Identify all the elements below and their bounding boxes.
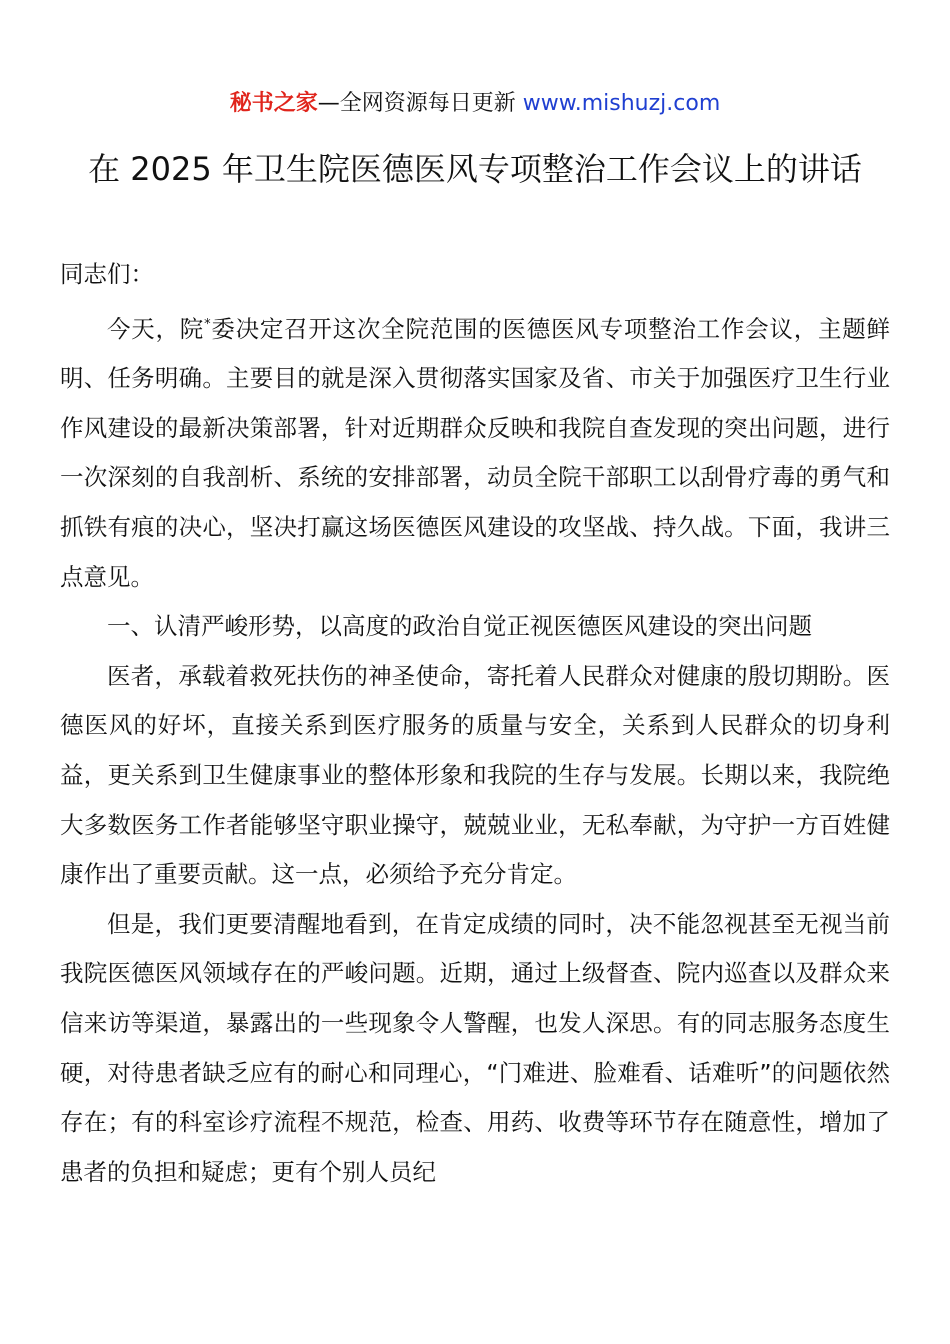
paragraph-3: 但是，我们更要清醒地看到，在肯定成绩的同时，决不能忽视甚至无视当前我院医德医风领域存在的严峻问题。近期，通过上级督查、院内巡查以及群众来信来访等渠道，暴露出的一些现象令人警醒，也发人深思。有的同志服务态度生硬，对待患者缺乏应有的耐心和同理心，“门难进、脸难看、话难听”的问题依然存在；有的科室诊疗流程不规范，检查、用药、收费等环节存在随意性，增加了患者的负担和疑虑；更有个别人员纪 [60, 909, 890, 1186]
paragraph-2: 医者，承载着救死扶伤的神圣使命，寄托着人民群众对健康的殷切期盼。医德医风的好坏，直接关系到医疗服务的质量与安全，关系到人民群众的切身利益，更关系到卫生健康事业的整体形象和我院的生存与发展。长期以来，我院绝大多数医务工作者能够坚守职业操守，兢兢业业，无私奉献，为守护一方百姓健康作出了重要贡献。这一点，必须给予充分肯定。 [60, 661, 890, 889]
site-url-link[interactable]: www.mishuzj.com [522, 91, 721, 116]
site-header [0, 88, 950, 120]
paragraph-opening [60, 300, 890, 603]
section-heading-1: 一、认清严峻形势，以高度的政治自觉正视医德医风建设的突出问题 [107, 612, 812, 641]
paragraph-opening-start: 今天，院 [107, 314, 205, 343]
redaction-mark: * [204, 316, 211, 332]
paragraph-opening-rest: 委决定召开这次全院范围的医德医风专项整治工作会议，主题鲜明、任务明确。主要目的就是深入贯彻落实国家及省、市关于加强医疗卫生行业作风建设的最新决策部署，针对近期群众反映和我院自查发现的突出问题，进行一次深刻的自我剖析、系统的安排部署，动员全院干部职工以刮骨疗毒的勇气和抓铁有痕的决心，坚决打赢这场医德医风建设的攻坚战、持久战。下面，我讲三点意见。 [60, 314, 890, 591]
document-title: 在 2025 年卫生院医德医风专项整治工作会议上的讲话 [88, 150, 862, 188]
header-tagline: —全网资源每日更新 [317, 91, 516, 116]
brand-name: 秘书之家 [229, 91, 318, 116]
salutation: 同志们： [60, 260, 154, 288]
document-body [60, 250, 890, 1197]
